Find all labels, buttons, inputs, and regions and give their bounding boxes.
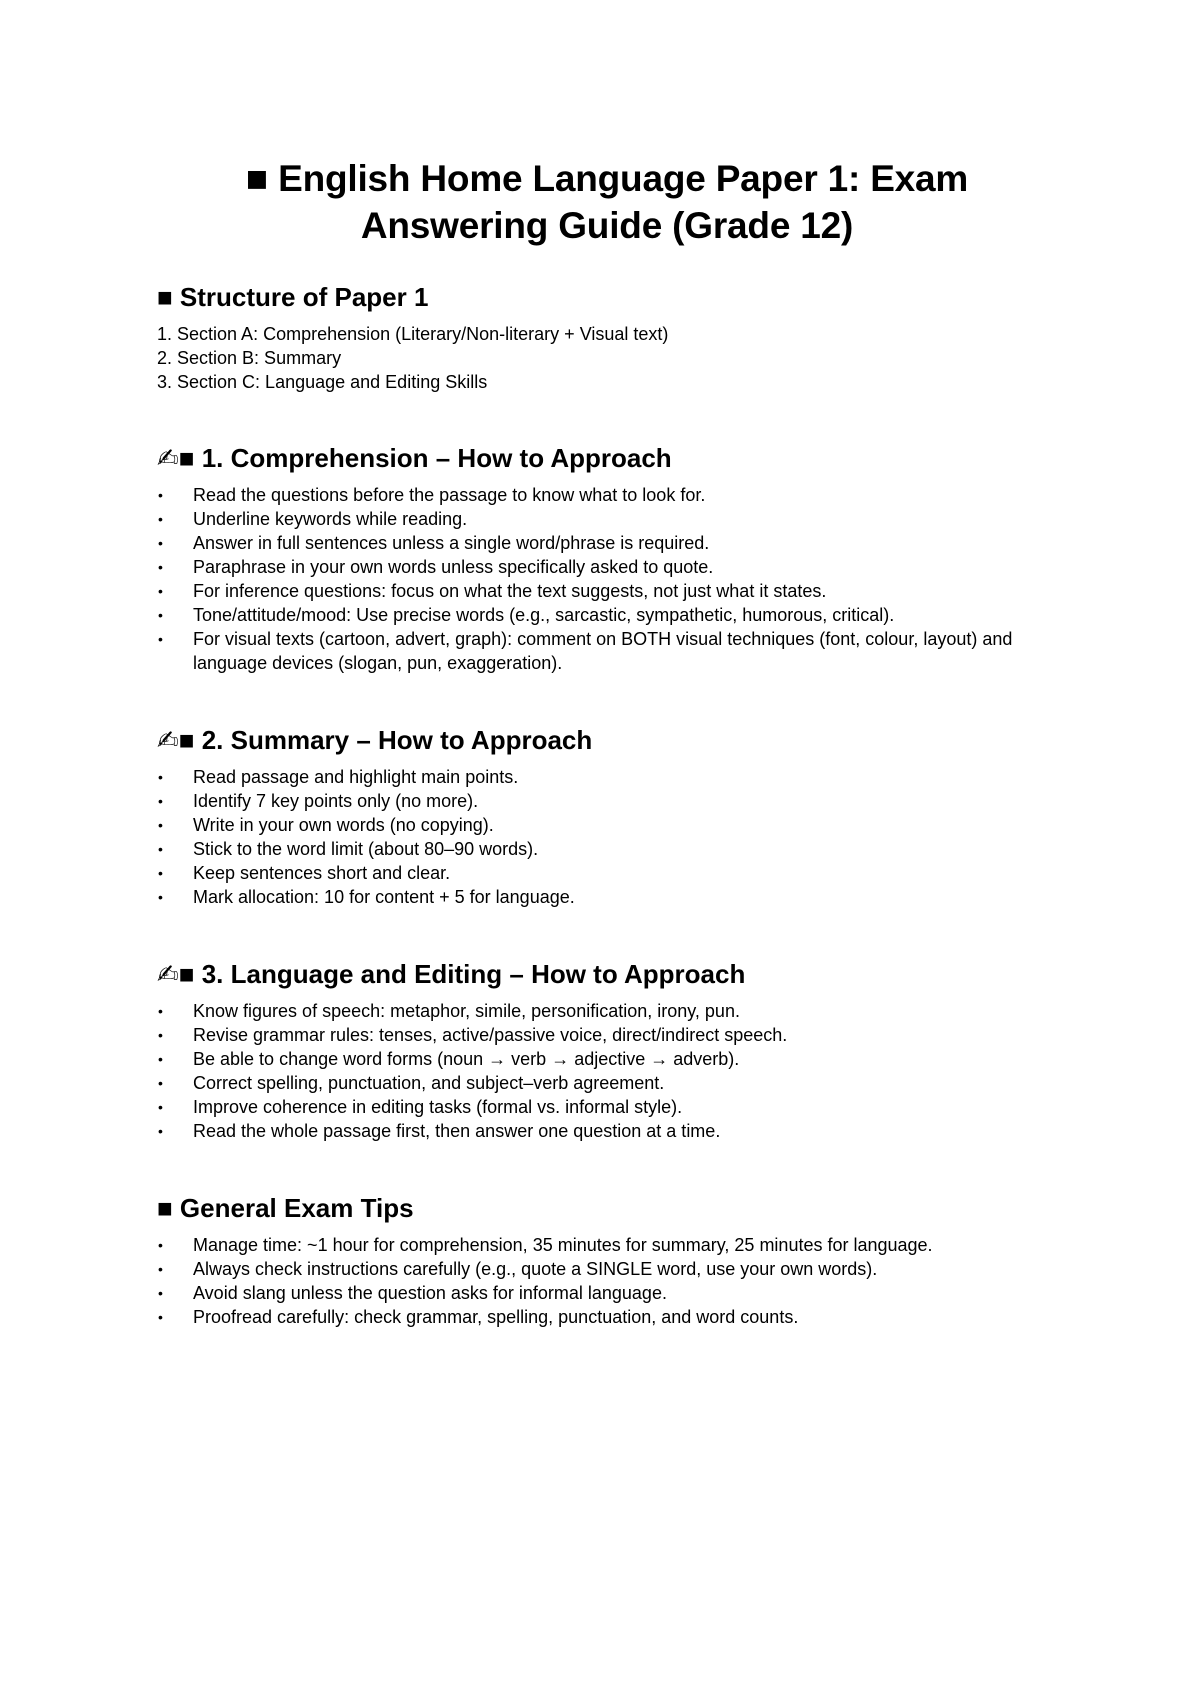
- section-heading-tips: ■ General Exam Tips: [157, 1193, 414, 1223]
- document-page: [157, 155, 1057, 1329]
- structure-list: [157, 322, 1057, 394]
- list-item: • Answer in full sentences unless a single word/phrase is required.: [157, 531, 1057, 555]
- list-item: • Be able to change word forms (noun → verb → adjective → adverb).: [157, 1047, 1057, 1071]
- list-item: 2. Section B: Summary: [157, 348, 342, 368]
- list-item: • Keep sentences short and clear.: [157, 861, 1057, 885]
- list-item: 3. Section C: Language and Editing Skills: [157, 372, 488, 392]
- title-line-1: ■ English Home Language Paper 1: Exam: [245, 158, 969, 199]
- summary-list: [157, 765, 1057, 909]
- list-item: • For inference questions: focus on what the text suggests, not just what it states.: [157, 579, 1057, 603]
- list-item: • Mark allocation: 10 for content + 5 for language.: [157, 885, 1057, 909]
- section-summary: [157, 724, 1057, 909]
- list-item: • Write in your own words (no copying).: [157, 813, 1057, 837]
- list-item: • Paraphrase in your own words unless specifically asked to quote.: [157, 555, 1057, 579]
- section-language: [157, 958, 1057, 1143]
- list-item: • Avoid slang unless the question asks for informal language.: [157, 1281, 1057, 1305]
- list-item: • Read the whole passage first, then answer one question at a time.: [157, 1119, 1057, 1143]
- list-item: • Proofread carefully: check grammar, spelling, punctuation, and word counts.: [157, 1305, 1057, 1329]
- list-item: • Identify 7 key points only (no more).: [157, 789, 1057, 813]
- comprehension-list: [157, 483, 1057, 675]
- list-item: • Improve coherence in editing tasks (formal vs. informal style).: [157, 1095, 1057, 1119]
- list-item: • Underline keywords while reading.: [157, 507, 1057, 531]
- section-tips: [157, 1192, 1057, 1329]
- list-item: • Always check instructions carefully (e.g., quote a SINGLE word, use your own words).: [157, 1257, 1057, 1281]
- list-item: • Tone/attitude/mood: Use precise words (e.g., sarcastic, sympathetic, humorous, critical).: [157, 603, 1057, 627]
- list-item: 1. Section A: Comprehension (Literary/Non-literary + Visual text): [157, 324, 669, 344]
- title-line-2: Answering Guide (Grade 12): [360, 205, 854, 246]
- section-heading-language: ✍■ 3. Language and Editing – How to Approach: [157, 959, 746, 989]
- tips-list: [157, 1233, 1057, 1329]
- list-item: • Manage time: ~1 hour for comprehension, 35 minutes for summary, 25 minutes for language.: [157, 1233, 1057, 1257]
- section-structure: [157, 281, 1057, 394]
- section-comprehension: [157, 442, 1057, 675]
- list-item: • Read passage and highlight main points.: [157, 765, 1057, 789]
- language-list: [157, 999, 1057, 1143]
- list-item: • Correct spelling, punctuation, and subject–verb agreement.: [157, 1071, 1057, 1095]
- section-heading-comprehension: ✍■ 1. Comprehension – How to Approach: [157, 443, 672, 473]
- list-item: • Revise grammar rules: tenses, active/passive voice, direct/indirect speech.: [157, 1023, 1057, 1047]
- list-item: • Read the questions before the passage to know what to look for.: [157, 483, 1057, 507]
- section-heading-summary: ✍■ 2. Summary – How to Approach: [157, 725, 593, 755]
- document-title: [157, 155, 1057, 249]
- list-item: • For visual texts (cartoon, advert, graph): comment on BOTH visual techniques (font, colour, layout) and language devices (slogan, pun, exaggeration).: [157, 627, 1057, 675]
- section-heading-structure: ■ Structure of Paper 1: [157, 282, 429, 312]
- list-item: • Stick to the word limit (about 80–90 words).: [157, 837, 1057, 861]
- list-item: • Know figures of speech: metaphor, simile, personification, irony, pun.: [157, 999, 1057, 1023]
